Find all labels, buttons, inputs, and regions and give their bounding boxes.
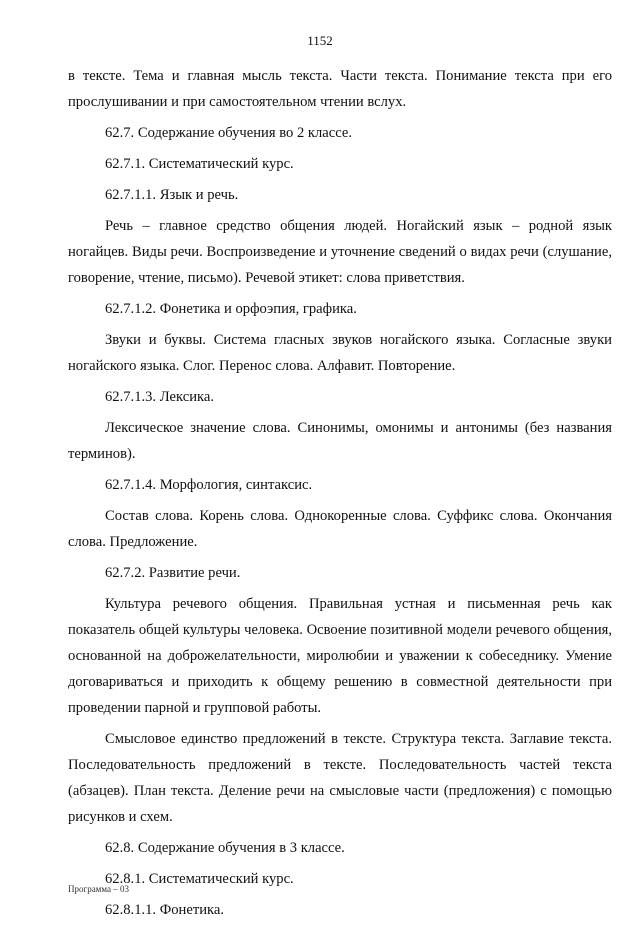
paragraph-text-structure: Смысловое единство предложений в тексте. Структура текста. Заглавие текста. Последовательность предложений в тексте. Последовательность частей текста (абзацев). План текста. Деление речи на смысловые части (предложения) с помощью рисунков и схем. xyxy=(68,731,612,825)
paragraph-continuation: в тексте. Тема и главная мысль текста. Части текста. Понимание текста при его прослушивании и при самостоятельном чтении вслух. xyxy=(68,68,612,110)
section-heading-62-8-1: 62.8.1. Систематический курс. xyxy=(105,871,294,887)
page-footer: Программа – 03 xyxy=(68,884,130,894)
section-heading-62-7-1: 62.7.1. Систематический курс. xyxy=(105,156,294,172)
paragraph-word-composition: Состав слова. Корень слова. Однокоренные слова. Суффикс слова. Окончания слова. Предложение. xyxy=(68,508,612,550)
section-heading-62-7: 62.7. Содержание обучения во 2 классе. xyxy=(105,125,353,141)
section-heading-62-8: 62.8. Содержание обучения в 3 классе. xyxy=(105,840,345,856)
paragraph-speech: Речь – главное средство общения людей. Ногайский язык – родной язык ногайцев. Виды речи. Воспроизведение и уточнение сведений о видах речи (слушание, говорение, чтение, письмо). Речевой этикет: слова приветствия. xyxy=(68,218,612,286)
paragraph-sounds-letters: Звуки и буквы. Система гласных звуков ногайского языка. Согласные звуки ногайского языка. Слог. Перенос слова. Алфавит. Повторение. xyxy=(68,332,612,374)
section-heading-62-8-1-1: 62.8.1.1. Фонетика. xyxy=(105,902,225,918)
section-heading-62-7-1-3: 62.7.1.3. Лексика. xyxy=(105,389,215,405)
section-heading-62-7-2: 62.7.2. Развитие речи. xyxy=(105,565,241,581)
paragraph-lexical-meaning: Лексическое значение слова. Синонимы, омонимы и антонимы (без названия терминов). xyxy=(68,420,612,462)
page-number: 1152 xyxy=(307,33,333,48)
section-heading-62-7-1-2: 62.7.1.2. Фонетика и орфоэпия, графика. xyxy=(105,301,357,317)
paragraph-speech-culture: Культура речевого общения. Правильная устная и письменная речь как показатель общей культуры человека. Освоение позитивной модели речевого общения, основанной на доброжелательности, миролюбии и уважении к собеседнику. Умение договариваться и приходить к общему решению в совместной деятельности при проведении парной и групповой работы. xyxy=(68,596,612,716)
section-heading-62-7-1-4: 62.7.1.4. Морфология, синтаксис. xyxy=(105,477,313,493)
section-heading-62-7-1-1: 62.7.1.1. Язык и речь. xyxy=(105,187,239,203)
document-body xyxy=(68,63,612,928)
